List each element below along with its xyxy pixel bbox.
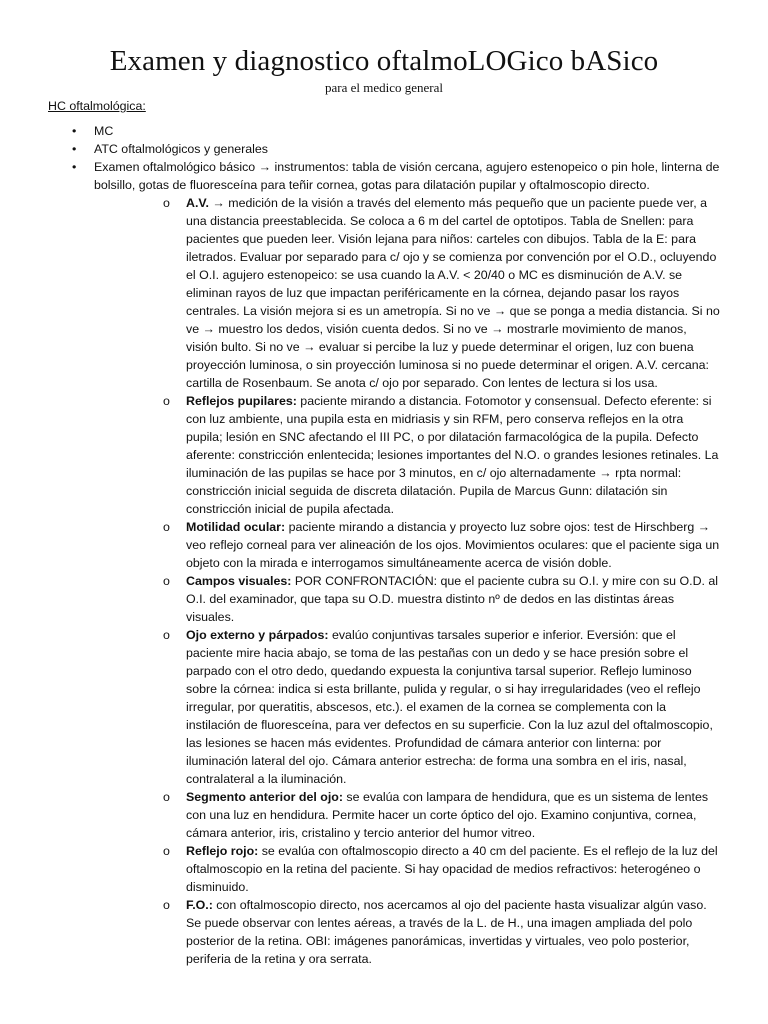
section-heading: HC oftalmológica:: [48, 99, 146, 113]
sub-item-text: evalúo conjuntivas tarsales superior e inferior. Eversión: que el paciente mire hacia abajo, se toma de las pestañas con un dedo y se hace presión sobre el parpado con el otro dedo, quedando expuesta la conjuntiva tarsal superior. Reflejo luminoso sobre la córnea: indica si esta brillante, pulida y regular, o si hay irregularidades (veo el reflejo irregular, por queratitis, abscesos, etc.). el examen de la cornea se complementa con la instilación de fluoresceína, para ver defectos en su superficie. Con la luz azul del oftalmoscopio, las lesiones se hacen más evidentes. Profundidad de cámara anterior con linterna: por iluminación lateral del ojo. Cámara anterior estrecha: de forma una sombra en el iris, nasal, contralateral a la iluminación.: [186, 628, 713, 786]
sub-bullet-icon: o: [163, 574, 170, 588]
sub-item-text: POR CONFRONTACIÓN: que el paciente cubra su O.I. y mire con su O.D. al O.I. del examinador, que tapa su O.D. muestra distinto nº de dedos en las distintas áreas visuales.: [186, 574, 719, 624]
bullet-icon: •: [72, 142, 77, 156]
sub-item-text: se evalúa con oftalmoscopio directo a 40 cm del paciente. Es el reflejo de la luz del oftalmoscopio en la retina del paciente. Si hay opacidad de medios refractivos: heterogéneo o disminuido.: [186, 844, 718, 894]
sub-item-term: F.O.:: [186, 898, 213, 912]
sub-bullet-icon: o: [163, 196, 170, 210]
sub-item-term: Reflejos pupilares:: [186, 394, 297, 408]
sub-item-text: → medición de la visión a través del elemento más pequeño que un paciente puede ver, a una distancia preestablecida. Se coloca a 6 m del cartel de optotipos. Tabla de Snellen: para pacientes que pueden leer. Visión lejana para niños: carteles con dibujos. Tabla de la E: para iletrados. Evaluar por separado para c/ ojo y se comienza por convención por el O.D., ocluyendo el O.I. agujero estenopeico: se usa cuando la A.V. < 20/40 o MC es disminución de A.V. se eliminan rayos de luz que impactan periféricamente en la córnea, dejando pasar los rayos centrales. La visión mejora si es un ametropía. Si no ve → que se ponga a media distancia. Si no ve → muestro los dedos, visión cuenta dedos. Si no ve → mostrarle movimiento de manos, visión bulto. Si no ve → evaluar si percibe la luz y puede determinar el origen, luz con buena proyección luminosa, o sin proyección luminosa si no puede determinar el origen. A.V. cercana: cartilla de Rosenbaum. Se anota c/ ojo por separado. Con lentes de lectura si los usa.: [186, 196, 720, 390]
list-item: [48, 158, 720, 968]
sub-list-item: [94, 896, 720, 968]
page-title: Examen y diagnostico oftalmoLOGico bASico: [109, 45, 659, 77]
page-subtitle: para el medico general: [324, 80, 443, 95]
bullet-icon: •: [72, 160, 77, 174]
sub-item-text: paciente mirando a distancia. Fotomotor y consensual. Defecto eferente: si con luz ambiente, una pupila esta en midriasis y sin RFM, pero conserva reflejos en la otra pupila; lesión en SNC afectando el III PC, o por dilatación farmacológica de la pupila. Defecto aferente: constricción enlentecida; lesiones importantes del N.O. o grandes lesiones retinales. La iluminación de las pupilas se hace por 3 minutos, en c/ ojo alternadamente → rpta normal: constricción inicial seguida de discreta dilatación. Pupila de Marcus Gunn: dilatación sin constricción inicial de pupila afectada.: [186, 394, 719, 516]
sub-item-term: Motilidad ocular:: [186, 520, 286, 534]
sub-item-term: Segmento anterior del ojo:: [186, 790, 343, 804]
list-item: [48, 122, 720, 140]
sub-bullet-icon: o: [163, 520, 170, 534]
sub-item-term: Reflejo rojo:: [186, 844, 259, 858]
list-item-text: Examen oftalmológico básico → instrumentos: tabla de visión cercana, agujero estenopeico o pin hole, linterna de bolsillo, gotas de fluoresceína para teñir cornea, gotas para dilatación pupilar y oftalmoscopio directo.: [94, 160, 720, 192]
sub-item-text: con oftalmoscopio directo, nos acercamos al ojo del paciente hasta visualizar algún vaso. Se puede observar con lentes aéreas, a través de la L. de H., una imagen ampliada del polo posterior de la retina. OBI: imágenes panorámicas, invertidas y virtuales, veo polo posterior, periferia de la retina y ora serrata.: [186, 898, 707, 966]
sub-item-text: paciente mirando a distancia y proyecto luz sobre ojos: test de Hirschberg → veo reflejo corneal para ver alineación de los ojos. Movimientos oculares: que el paciente siga un objeto con la mirada e interrogamos simultáneamente acerca de visión doble.: [186, 520, 720, 570]
sub-item-term: Campos visuales:: [186, 574, 292, 588]
list-item: [48, 140, 720, 158]
sub-list-item: [94, 194, 720, 392]
main-bullet-list: [48, 122, 720, 968]
sub-list-item: [94, 626, 720, 788]
sub-bullet-icon: o: [163, 844, 170, 858]
sub-item-text: se evalúa con lampara de hendidura, que es un sistema de lentes con una luz en hendidura. Permite hacer un corte óptico del ojo. Examino conjuntiva, cornea, cámara anterior, iris, cristalino y tercio anterior del humor vitreo.: [186, 790, 709, 840]
sub-bullet-icon: o: [163, 898, 170, 912]
sub-item-term: A.V.: [186, 196, 209, 210]
sub-bullet-icon: o: [163, 628, 170, 642]
sub-list-item: [94, 392, 720, 518]
sub-bullet-icon: o: [163, 790, 170, 804]
list-item-text: ATC oftalmológicos y generales: [94, 142, 269, 156]
sub-list-item: [94, 842, 720, 896]
sub-bullet-icon: o: [163, 394, 170, 408]
sub-item-term: Ojo externo y párpados:: [186, 628, 329, 642]
sub-list-item: [94, 572, 720, 626]
sub-list-item: [94, 788, 720, 842]
bullet-icon: •: [72, 124, 77, 138]
sub-list-item: [94, 518, 720, 572]
sub-bullet-list: [94, 194, 720, 968]
list-item-text: MC: [94, 124, 114, 138]
